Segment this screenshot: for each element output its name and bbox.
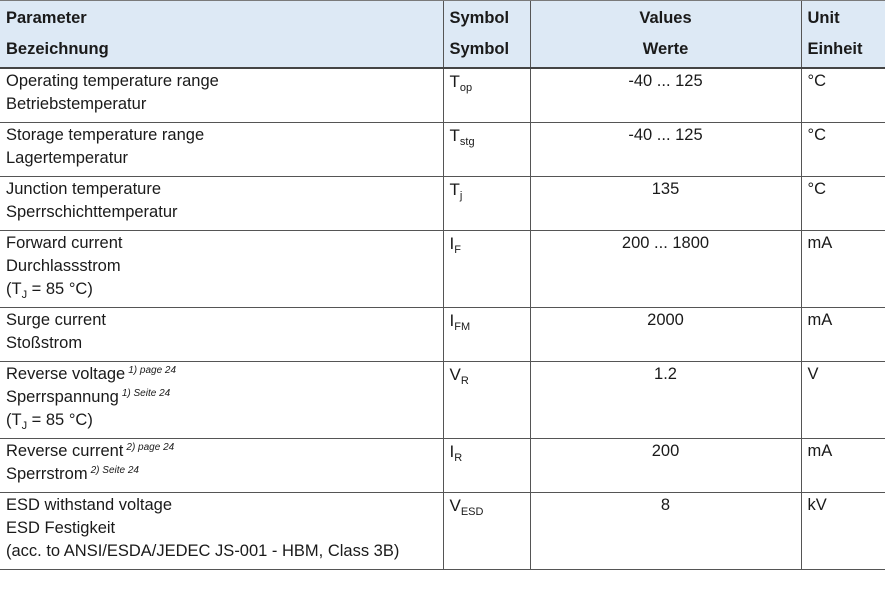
value-cell: 8 (530, 493, 801, 570)
header-values (530, 1, 801, 69)
parameter-name-de-line (6, 463, 437, 486)
parameter-name-de: ESD Festigkeit (6, 519, 116, 537)
symbol-letter: T (449, 72, 460, 91)
header-parameter (0, 1, 443, 69)
parameter-name-en: Reverse current (6, 442, 124, 460)
symbol-subscript: ESD (460, 506, 484, 518)
unit-cell: V (801, 362, 885, 439)
table-body (0, 68, 885, 570)
parameter-name-en: Surge current (6, 311, 106, 329)
table-row (0, 308, 885, 362)
symbol-letter: T (449, 126, 460, 145)
parameter-name-de: Betriebstemperatur (6, 95, 147, 113)
unit-cell: °C (801, 68, 885, 123)
parameter-condition (6, 278, 437, 301)
parameter-name-en: Operating temperature range (6, 72, 219, 90)
value-cell: -40 ... 125 (530, 123, 801, 177)
symbol-cell (443, 362, 530, 439)
table-row (0, 123, 885, 177)
footnote-ref-de: 1) Seite 24 (121, 388, 171, 399)
parameter-name-de: Sperrstrom (6, 465, 88, 483)
value-cell: 200 (530, 439, 801, 493)
symbol-subscript: FM (454, 321, 471, 333)
parameter-name-en: Storage temperature range (6, 126, 205, 144)
table-row (0, 362, 885, 439)
unit-cell: °C (801, 123, 885, 177)
symbol-letter: V (449, 496, 461, 515)
unit-cell: mA (801, 231, 885, 308)
header-unit-de: Einheit (807, 40, 863, 58)
parameter-condition (6, 409, 437, 432)
unit-cell: °C (801, 177, 885, 231)
symbol-letter: I (449, 234, 455, 253)
parameter-name-en: Junction temperature (6, 180, 162, 198)
parameter-name-en-line (6, 363, 437, 386)
symbol-subscript: R (460, 375, 469, 387)
symbol-cell (443, 68, 530, 123)
symbol-cell (443, 493, 530, 570)
parameter-name-de: Stoßstrom (6, 334, 83, 352)
table-row (0, 177, 885, 231)
value-cell: 200 ... 1800 (530, 231, 801, 308)
header-unit-en: Unit (807, 9, 840, 27)
header-values-de: Werte (642, 40, 689, 58)
value-cell: 1.2 (530, 362, 801, 439)
parameter-name-de: Sperrspannung (6, 388, 119, 406)
value-cell: 2000 (530, 308, 801, 362)
parameter-cell (0, 68, 443, 123)
table-header (0, 1, 885, 69)
symbol-cell (443, 231, 530, 308)
parameter-cell (0, 123, 443, 177)
condition-subscript: J (21, 420, 28, 432)
parameter-name-de: Lagertemperatur (6, 149, 128, 167)
table-row (0, 439, 885, 493)
footnote-ref-en: 2) page 24 (126, 442, 175, 453)
condition-suffix: = 85 °C) (27, 411, 93, 429)
header-symbol-de: Symbol (449, 40, 510, 58)
parameter-cell (0, 362, 443, 439)
condition-prefix: (T (6, 280, 22, 298)
header-values-en: Values (639, 9, 692, 27)
header-parameter-en: Parameter (6, 9, 87, 27)
parameter-cell (0, 493, 443, 570)
header-symbol (443, 1, 530, 69)
parameter-name-en-line (6, 440, 437, 463)
symbol-letter: V (449, 365, 461, 384)
table-row (0, 493, 885, 570)
table-row (0, 231, 885, 308)
symbol-cell (443, 177, 530, 231)
footnote-ref-de: 2) Seite 24 (90, 465, 139, 476)
parameter-name-en: Reverse voltage (6, 365, 126, 383)
value-cell: 135 (530, 177, 801, 231)
symbol-letter: I (449, 311, 455, 330)
header-symbol-en: Symbol (449, 9, 510, 27)
parameter-name-de: Durchlassstrom (6, 257, 121, 275)
parameter-name-de: Sperrschichttemperatur (6, 203, 178, 221)
symbol-cell (443, 308, 530, 362)
symbol-subscript: j (459, 190, 463, 202)
condition-subscript: J (21, 289, 28, 301)
parameter-cell (0, 231, 443, 308)
parameter-condition: (acc. to ANSI/ESDA/JEDEC JS-001 - HBM, Class 3B) (6, 542, 400, 560)
parameter-name-en: Forward current (6, 234, 123, 252)
symbol-letter: I (449, 442, 455, 461)
header-parameter-de: Bezeichnung (6, 40, 109, 58)
value-cell: -40 ... 125 (530, 68, 801, 123)
unit-cell: kV (801, 493, 885, 570)
parameter-cell (0, 308, 443, 362)
symbol-subscript: R (454, 452, 463, 464)
symbol-cell (443, 123, 530, 177)
symbol-subscript: F (454, 244, 461, 256)
condition-suffix: = 85 °C) (27, 280, 93, 298)
unit-cell: mA (801, 308, 885, 362)
symbol-subscript: stg (459, 136, 475, 148)
footnote-ref-en: 1) page 24 (128, 365, 177, 376)
header-row (0, 1, 885, 69)
parameter-name-en: ESD withstand voltage (6, 496, 173, 514)
condition-prefix: (T (6, 411, 22, 429)
unit-cell: mA (801, 439, 885, 493)
symbol-letter: T (449, 180, 460, 199)
header-unit (801, 1, 885, 69)
parameter-cell (0, 177, 443, 231)
symbol-subscript: op (459, 82, 473, 94)
table-row (0, 68, 885, 123)
parameter-cell (0, 439, 443, 493)
parameter-name-de-line (6, 386, 437, 409)
symbol-cell (443, 439, 530, 493)
